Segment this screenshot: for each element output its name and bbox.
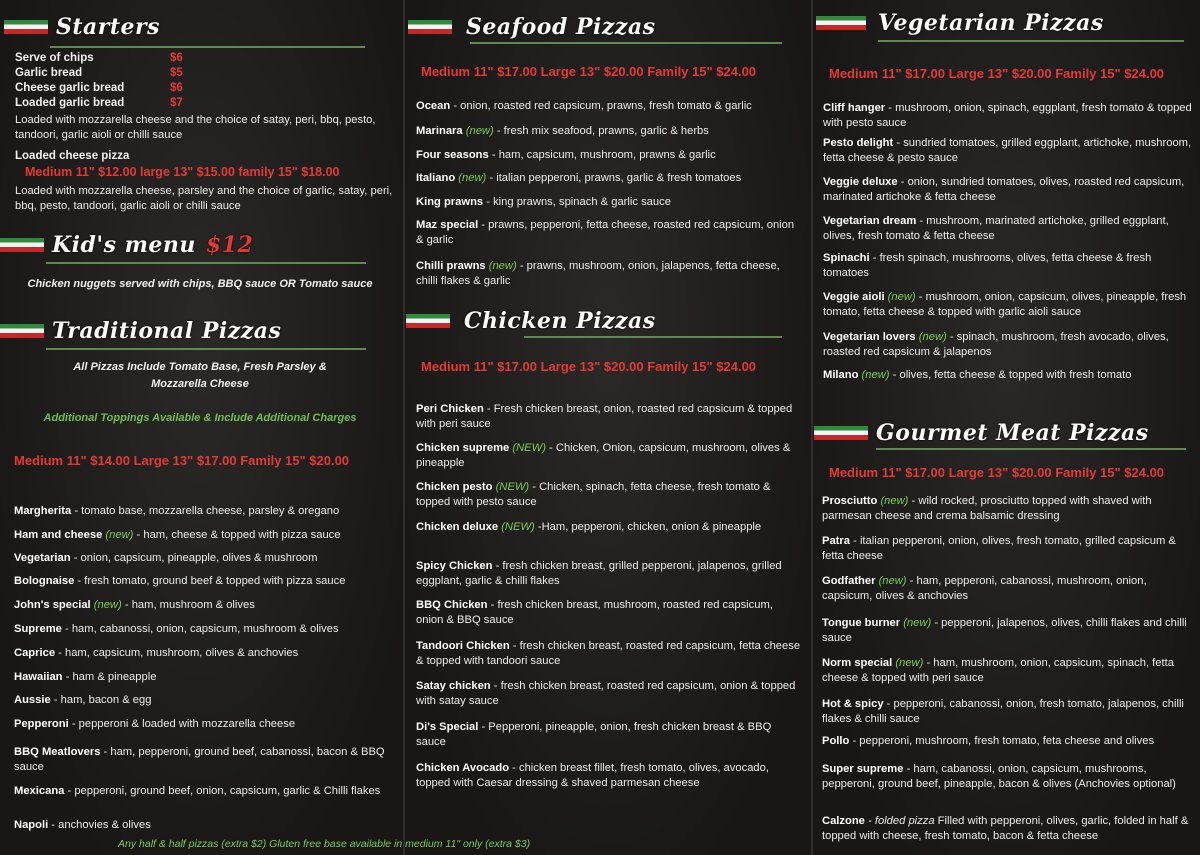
starter-name: Loaded garlic bread [15, 97, 125, 109]
new-badge: (NEW) [501, 521, 535, 533]
item-name: Bolognaise [14, 575, 75, 587]
item-name: Spinachi [823, 252, 870, 264]
menu-item [822, 814, 1194, 844]
item-name: Ham and cheese [14, 529, 103, 541]
starter-item [15, 97, 215, 109]
starter-name: Serve of chips [15, 52, 94, 64]
item-name: Tandoori Chicken [416, 640, 510, 652]
menu-item [416, 761, 801, 791]
item-description: - tomato base, mozzarella cheese, parsley & oregano [74, 505, 340, 517]
menu-item [14, 551, 394, 566]
traditional-extra-note: Additional Toppings Available & Include Additional Charges [43, 412, 357, 424]
menu-item [416, 441, 801, 471]
item-description: - ham, pepperoni, ground beef, cabanossi, bacon & BBQ sauce [14, 746, 385, 773]
item-name: Chicken deluxe [416, 521, 499, 533]
footer-note: Any half & half pizzas (extra $2) Gluten free base available in medium 11" only (extra $3) [118, 838, 531, 850]
menu-item [14, 670, 394, 685]
gourmet-prices: Medium 11" $17.00 Large 13" $20.00 Family 15" $24.00 [829, 465, 1165, 480]
item-name: Hot & spicy [822, 698, 884, 710]
kids-description: Chicken nuggets served with chips, BBQ sauce OR Tomato sauce [27, 278, 373, 290]
section-title: Seafood Pizzas [466, 14, 656, 40]
starter-item [15, 52, 215, 64]
item-name: Veggie aioli [823, 291, 885, 303]
item-name: Marinara [416, 125, 463, 137]
item-description: - italian pepperoni, prawns, garlic & fresh tomatoes [489, 172, 742, 184]
section-title: Traditional Pizzas [52, 318, 282, 344]
item-name: Tongue burner [822, 617, 901, 629]
menu-item [14, 574, 394, 589]
menu-item [14, 528, 394, 543]
new-badge: (new) [93, 599, 122, 611]
menu-item [822, 656, 1194, 686]
section-title: Gourmet Meat Pizzas [876, 420, 1149, 446]
item-description: - pepperoni, mushroom, fresh tomato, feta cheese and olives [852, 735, 1155, 747]
item-description: - pepperoni, cabanossi, onion, fresh tomato, jalapenos, chilli flakes & chilli sauce [822, 698, 1184, 725]
item-description: - pepperoni & loaded with mozzarella cheese [71, 718, 296, 730]
menu-item [416, 171, 801, 186]
item-description: - ham & pineapple [65, 671, 157, 683]
menu-item [14, 717, 394, 732]
item-description: - ham, cheese & topped with pizza sauce [136, 529, 341, 541]
item-name: Vegetarian lovers [823, 331, 916, 343]
menu-item [416, 124, 801, 139]
item-name: Four seasons [416, 149, 489, 161]
traditional-prices: Medium 11" $14.00 Large 13" $17.00 Family 15" $20.00 [14, 453, 350, 468]
item-description: - onion, roasted red capsicum, prawns, fresh tomato & garlic [453, 100, 752, 112]
section-title: Vegetarian Pizzas [878, 10, 1104, 36]
item-description: - fresh chicken breast, roasted red capsicum, onion & topped with satay sauce [416, 680, 796, 707]
menu-item [416, 679, 801, 709]
item-name: Veggie deluxe [823, 176, 898, 188]
item-name: Super supreme [822, 763, 904, 775]
item-name: Maz special [416, 219, 479, 231]
item-name: Italiano [416, 172, 456, 184]
item-name: Prosciutto [822, 495, 878, 507]
item-description: - fresh chicken breast, grilled pepperoni, jalapenos, grilled eggplant, garlic & chilli flakes [416, 560, 782, 587]
fold-line [402, 0, 406, 855]
menu-item [822, 574, 1194, 604]
starter-price: $5 [170, 67, 183, 79]
italian-flag-icon [814, 426, 868, 440]
item-name: Hawaiian [14, 671, 63, 683]
item-description: - olives, fetta cheese & topped with fresh tomato [892, 369, 1132, 381]
seafood-prices: Medium 11" $17.00 Large 13" $20.00 Family 15" $24.00 [421, 64, 757, 79]
item-name: Chicken supreme [416, 442, 510, 454]
item-name: Patra [822, 535, 850, 547]
menu-item [416, 148, 801, 163]
item-name: Chicken Avocado [416, 762, 510, 774]
menu-item [14, 818, 394, 833]
item-name: Calzone [822, 815, 865, 827]
gourmet-heading [814, 420, 1149, 446]
new-badge: (new) [880, 495, 909, 507]
menu-item [416, 480, 801, 510]
item-description: - spinach, mushroom, fresh avocado, olives, roasted red capsicum & jalapenos [823, 331, 1169, 358]
item-name: Spicy Chicken [416, 560, 493, 572]
menu-item [14, 745, 394, 775]
menu-item [823, 368, 1193, 383]
item-name: Peri Chicken [416, 403, 484, 415]
item-name: Mexicana [14, 785, 65, 797]
menu-item [14, 598, 394, 613]
menu-item [822, 762, 1194, 792]
menu-item [416, 402, 801, 432]
menu-item [416, 195, 801, 210]
section-title: Chicken Pizzas [464, 308, 656, 334]
item-description: - ham, cabanossi, onion, capsicum, mushrooms, pepperoni, ground beef, pineapple, bacon & olives (Anchovies optional) [822, 763, 1176, 790]
italian-flag-icon [4, 20, 48, 34]
item-name: Pesto delight [823, 137, 894, 149]
divider [46, 262, 366, 264]
starter-name: Garlic bread [15, 67, 83, 79]
kids-price: $12 [205, 232, 254, 258]
loaded-cheese-name: Loaded cheese pizza [15, 150, 130, 162]
new-badge: (new) [458, 172, 487, 184]
item-name: Chicken pesto [416, 481, 493, 493]
section-title: Kid's menu $12 [52, 232, 254, 258]
item-name: Pepperoni [14, 718, 69, 730]
divider [876, 448, 1186, 450]
item-description: - ham, bacon & egg [53, 694, 152, 706]
kids-heading [0, 232, 253, 258]
divider [50, 46, 365, 48]
item-description: - ham, mushroom & olives [124, 599, 255, 611]
starter-name: Cheese garlic bread [15, 82, 125, 94]
item-name: Vegetarian [14, 552, 71, 564]
menu-item [823, 251, 1193, 281]
starter-item [15, 67, 215, 79]
loaded-garlic-description: Loaded with mozzarella cheese and the choice of satay, peri, bbq, pesto, tandoori, garlic aioli or chilli sauce [15, 114, 376, 141]
item-description: - wild rocked, prosciutto topped with shaved with parmesan cheese and crema balsamic dressing [822, 495, 1152, 522]
vegetarian-prices: Medium 11" $17.00 Large 13" $20.00 Family 15" $24.00 [829, 66, 1165, 81]
menu-item [822, 616, 1194, 646]
menu-item [416, 99, 801, 114]
item-name: Chilli prawns [416, 260, 486, 272]
new-badge: (new) [861, 369, 890, 381]
item-description: - prawns, pepperoni, fetta cheese, roasted red capsicum, onion & garlic [416, 219, 795, 246]
item-name: BBQ Chicken [416, 599, 488, 611]
starter-price: $6 [170, 52, 183, 64]
chicken-prices: Medium 11" $17.00 Large 13" $20.00 Family 15" $24.00 [421, 359, 757, 374]
seafood-heading [408, 14, 656, 40]
item-name: Di's Special [416, 721, 479, 733]
new-badge: (new) [105, 529, 134, 541]
item-description: - ham, pepperoni, cabanossi, mushroom, onion, capsicum, olives & anchovies [822, 575, 1147, 602]
item-description: - ham, capsicum, mushroom, olives & anchovies [58, 647, 299, 659]
menu-item [416, 559, 801, 589]
item-description: - mushroom, onion, spinach, eggplant, fresh tomato & topped with pesto sauce [823, 102, 1192, 129]
item-description: - fresh chicken breast, mushroom, roasted red capsicum, onion & BBQ sauce [416, 599, 773, 626]
menu-item [822, 734, 1194, 749]
item-name: John's special [14, 599, 91, 611]
menu-item [823, 175, 1193, 205]
item-description: - ham, capsicum, mushroom, prawns & garlic [491, 149, 716, 161]
menu-item [822, 534, 1194, 564]
italian-flag-icon [816, 16, 866, 30]
vegetarian-heading [816, 10, 1104, 36]
new-badge: (new) [887, 291, 916, 303]
divider [878, 40, 1184, 42]
menu-item [416, 259, 801, 289]
item-description: -Ham, pepperoni, chicken, onion & pineapple [537, 521, 762, 533]
item-name: BBQ Meatlovers [14, 746, 101, 758]
item-name: Pollo [822, 735, 850, 747]
item-name: Cliff hanger [823, 102, 886, 114]
menu-item [416, 218, 801, 248]
divider [524, 336, 782, 338]
menu-item [823, 214, 1193, 244]
loaded-cheese-prices: Medium 11" $12.00 large 13" $15.00 family 15" $18.00 [25, 165, 340, 179]
item-subtitle: - folded pizza [868, 815, 935, 827]
item-description: - fresh mix seafood, prawns, garlic & herbs [496, 125, 709, 137]
menu-item [416, 720, 801, 750]
item-description: - onion, sundried tomatoes, olives, roasted red capsicum, marinated artichoke & fetta cheese [823, 176, 1185, 203]
menu-item [14, 622, 394, 637]
traditional-note: All Pizzas Include Tomato Base, Fresh Parsley & Mozzarella Cheese [73, 361, 327, 390]
item-name: Napoli [14, 819, 49, 831]
menu-item [416, 639, 801, 669]
chicken-heading [406, 308, 656, 334]
italian-flag-icon [0, 238, 44, 252]
item-name: Satay chicken [416, 680, 491, 692]
italian-flag-icon [0, 324, 44, 338]
new-badge: (new) [903, 617, 932, 629]
item-description: - Pepperoni, pineapple, onion, fresh chicken breast & BBQ sauce [416, 721, 772, 748]
divider [46, 348, 366, 350]
menu-item [14, 693, 394, 708]
item-name: Milano [823, 369, 859, 381]
new-badge: (new) [488, 260, 517, 272]
item-description: - chicken breast fillet, fresh tomato, olives, avocado, topped with Caesar dressing & shaved parmesan cheese [416, 762, 769, 789]
new-badge: (new) [918, 331, 947, 343]
new-badge: (NEW) [495, 481, 530, 493]
menu-item [823, 290, 1193, 320]
item-name: Supreme [14, 623, 62, 635]
starter-price: $6 [170, 82, 183, 94]
new-badge: (new) [895, 657, 924, 669]
item-description: - sundried tomatoes, grilled eggplant, artichoke, mushroom, fetta cheese & pesto sauce [823, 137, 1192, 164]
starter-item [15, 82, 215, 94]
menu-item [14, 784, 394, 799]
menu-item [823, 330, 1193, 360]
item-description: - mushroom, onion, capsicum, olives, pineapple, fresh tomato, fetta cheese & topped with garlic aioli sauce [823, 291, 1187, 318]
item-name: Vegetarian dream [823, 215, 917, 227]
item-name: Godfather [822, 575, 876, 587]
menu-item [14, 646, 394, 661]
section-title: Starters [56, 14, 161, 40]
menu-item [822, 494, 1194, 524]
item-description: - onion, capsicum, pineapple, olives & mushroom [73, 552, 318, 564]
item-description: - pepperoni, ground beef, onion, capsicum, garlic & Chilli flakes [67, 785, 381, 797]
item-description: - Fresh chicken breast, onion, roasted red capsicum & topped with peri sauce [416, 403, 793, 430]
starters-heading [4, 14, 160, 40]
item-name: Norm special [822, 657, 893, 669]
item-name: Aussie [14, 694, 51, 706]
item-description: - fresh tomato, ground beef & topped with pizza sauce [77, 575, 346, 587]
item-description: - fresh spinach, mushrooms, olives, fetta cheese & fresh tomatoes [823, 252, 1152, 279]
item-description: - mushroom, marinated artichoke, grilled eggplant, olives, fresh tomato & fetta cheese [823, 215, 1169, 242]
item-name: Margherita [14, 505, 72, 517]
item-description: - italian pepperoni, onion, olives, fresh tomato, grilled capsicum & fetta cheese [822, 535, 1176, 562]
menu-item [416, 598, 801, 628]
item-description: - ham, mushroom, onion, capsicum, spinach, fetta cheese & topped with peri sauce [822, 657, 1174, 684]
new-badge: (new) [878, 575, 907, 587]
italian-flag-icon [406, 314, 450, 328]
loaded-cheese-description: Loaded with mozzarella cheese, parsley and the choice of garlic, satay, peri, bbq, pesto, tandoori, garlic aioli or chilli sauce [15, 185, 393, 212]
item-description: - pepperoni, jalapenos, olives, chilli flakes and chilli sauce [822, 617, 1187, 644]
item-description: - king prawns, spinach & garlic sauce [486, 196, 671, 208]
starter-price: $7 [170, 97, 183, 109]
menu-item [822, 697, 1194, 727]
new-badge: (NEW) [512, 442, 546, 454]
item-description: Filled with pepperoni, olives, garlic, folded in half & topped with cheese, fresh tomato, bacon & fetta cheese [822, 815, 1189, 842]
item-description: - fresh chicken breast, roasted red capsicum, fetta cheese & topped with tandoori sauce [416, 640, 801, 667]
new-badge: (new) [465, 125, 494, 137]
item-description: - prawns, mushroom, onion, jalapenos, fetta cheese, chilli flakes & garlic [416, 260, 780, 287]
item-description: - ham, cabanossi, onion, capsicum, mushroom & olives [64, 623, 339, 635]
menu-item [823, 101, 1193, 131]
traditional-heading [0, 318, 281, 344]
italian-flag-icon [408, 20, 452, 34]
menu-item [416, 520, 801, 535]
menu-item [823, 136, 1193, 166]
item-name: King prawns [416, 196, 484, 208]
item-description: - anchovies & olives [51, 819, 151, 831]
item-description: - Chicken, Onion, capsicum, mushroom, olives & pineapple [416, 442, 791, 469]
divider [470, 42, 782, 44]
menu-item [14, 504, 394, 519]
item-description: - Chicken, spinach, fetta cheese, fresh tomato & topped with pesto sauce [416, 481, 771, 508]
item-name: Ocean [416, 100, 451, 112]
item-name: Caprice [14, 647, 56, 659]
